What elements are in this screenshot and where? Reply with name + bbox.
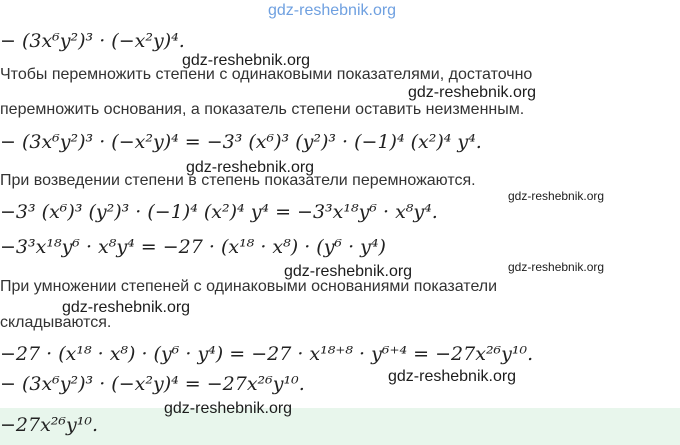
answer-highlight [0, 408, 680, 445]
watermark: gdz-reshebnik.org [164, 400, 293, 417]
watermark: gdz-reshebnik.org [408, 84, 537, 101]
watermark: gdz-reshebnik.org [182, 52, 311, 69]
expression-5: −27 · (x¹⁸ · x⁸) · (y⁶ · y⁴) = −27 · x¹⁸⁺⁸ · y⁶⁺⁴ = −27x²⁶y¹⁰. [0, 343, 534, 365]
explanation-3a: При умножении степеней с одинаковыми основаниями показатели [0, 278, 498, 295]
watermark-top: gdz-reshebnik.org [268, 2, 397, 19]
expression-3: −3³ (x⁶)³ (y²)³ · (−1)⁴ (x²)⁴ y⁴ = −3³x¹⁸y⁶ · x⁸y⁴. [0, 201, 438, 223]
expression-2: − (3x⁶y²)³ · (−x²y)⁴ = −3³ (x⁶)³ (y²)³ · (−1)⁴ (x²)⁴ y⁴. [0, 131, 482, 153]
watermark: gdz-reshebnik.org [186, 159, 315, 176]
expression-1: − (3x⁶y²)³ · (−x²y)⁴. [0, 30, 185, 52]
watermark: gdz-reshebnik.org [508, 260, 605, 274]
watermark: gdz-reshebnik.org [388, 368, 517, 385]
expression-6: − (3x⁶y²)³ · (−x²y)⁴ = −27x²⁶y¹⁰. [0, 373, 305, 395]
watermark: gdz-reshebnik.org [62, 299, 191, 316]
explanation-1a: Чтобы перемножить степени с одинаковыми показателями, достаточно [0, 66, 533, 83]
explanation-1b: перемножить основания, а показатель степени оставить неизменным. [0, 101, 525, 118]
expression-4: −3³x¹⁸y⁶ · x⁸y⁴ = −27 · (x¹⁸ · x⁸) · (y⁶ · y⁴) [0, 236, 386, 258]
explanation-2: При возведении степени в степень показатели перемножаются. [0, 172, 476, 189]
answer-expression: −27x²⁶y¹⁰. [0, 414, 99, 436]
watermark: gdz-reshebnik.org [508, 189, 605, 203]
explanation-3b: складываются. [0, 314, 112, 331]
watermark: gdz-reshebnik.org [284, 263, 413, 280]
